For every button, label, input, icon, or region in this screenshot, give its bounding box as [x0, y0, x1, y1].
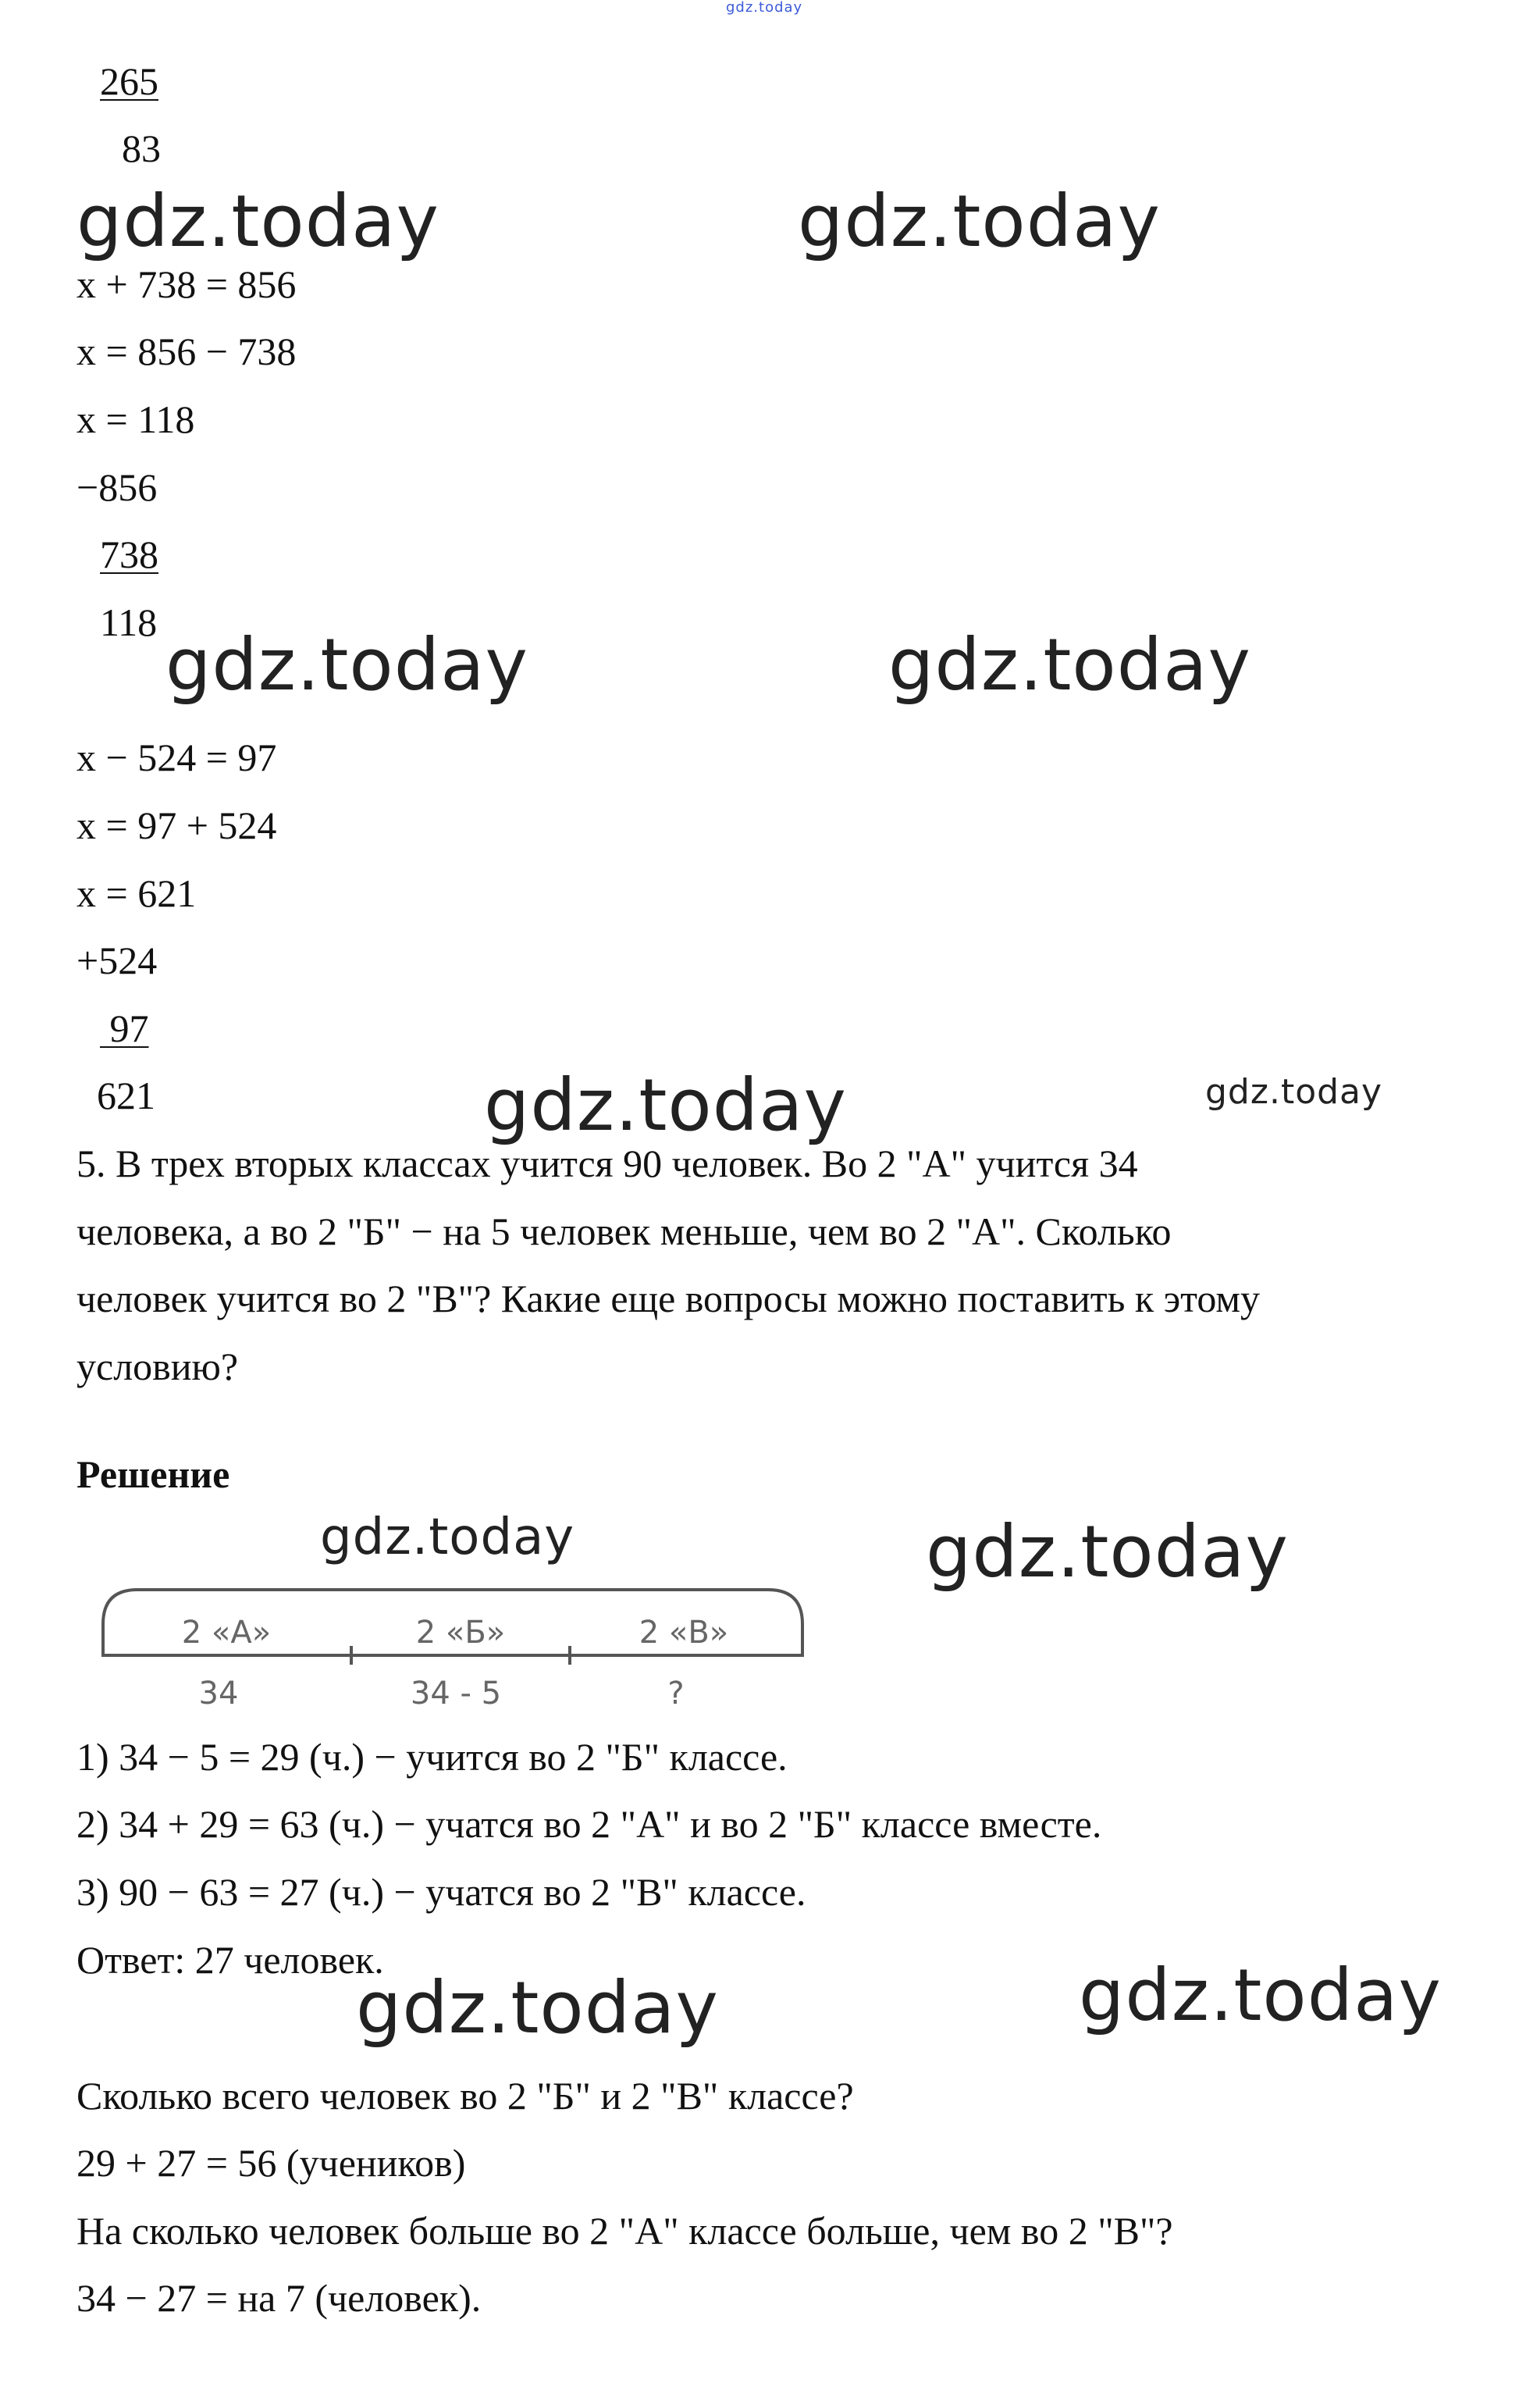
diagram-label-2v: 2 «В»: [639, 1615, 729, 1651]
calc1-bottom-operand: 265: [100, 59, 158, 103]
extra-answer-1: 29 + 27 = 56 (учеников): [76, 2141, 466, 2185]
eq2-column-top: +524: [76, 939, 158, 982]
eq1-line1: x + 738 = 856: [76, 262, 297, 306]
task5-line1: 5. В трех вторых классах учится 90 человек. Во 2 "А" учится 34: [76, 1142, 1138, 1185]
watermark: gdz.today: [926, 1510, 1289, 1594]
segment-diagram-svg: [94, 1562, 812, 1718]
task5-line4: условию?: [76, 1345, 239, 1388]
watermark: gdz.today: [320, 1509, 575, 1566]
eq1-line3: x = 118: [76, 397, 195, 441]
task5-line3: человек учится во 2 "В"? Какие еще вопросы можно поставить к этому: [76, 1277, 1261, 1320]
eq2-column-bottom-value: 97: [109, 1006, 149, 1050]
task5-line2: человека, а во 2 "Б" − на 5 человек меньше, чем во 2 "А". Сколько: [76, 1209, 1172, 1253]
segment-diagram: [94, 1562, 812, 1718]
eq2-line2: x = 97 + 524: [76, 803, 277, 847]
eq1-column-result: 118: [100, 600, 158, 644]
watermark: gdz.today: [165, 623, 528, 707]
extra-answer-2: 34 − 27 = на 7 (человек).: [76, 2276, 482, 2320]
solution-step-1: 1) 34 − 5 = 29 (ч.) − учится во 2 "Б" классе.: [76, 1735, 788, 1779]
solution-answer: Ответ: 27 человек.: [76, 1938, 384, 1982]
eq2-column-bottom: [100, 1005, 149, 1052]
eq1-column-top: −856: [76, 465, 158, 509]
watermark: gdz.today: [76, 180, 439, 263]
diagram-label-2a: 2 «А»: [181, 1615, 272, 1651]
watermark: gdz.today: [484, 1063, 847, 1147]
diagram-value-2v: ?: [667, 1676, 685, 1712]
diagram-value-2a: 34: [198, 1676, 239, 1712]
solution-step-3: 3) 90 − 63 = 27 (ч.) − учатся во 2 "В" классе.: [76, 1870, 806, 1914]
diagram-label-2b: 2 «Б»: [415, 1615, 506, 1651]
eq1-line2: x = 856 − 738: [76, 329, 297, 373]
watermark: gdz.today: [888, 623, 1251, 707]
solution-heading: Решение: [76, 1452, 230, 1496]
solution-step-2: 2) 34 + 29 = 63 (ч.) − учатся во 2 "А" и во 2 "Б" классе вместе.: [76, 1802, 1102, 1846]
extra-question-2: На сколько человек больше во 2 "А" классе больше, чем во 2 "В"?: [76, 2209, 1173, 2253]
watermark: gdz.today: [1079, 1954, 1442, 2037]
calc1-result: 83: [122, 126, 161, 170]
eq1-column-bottom: 738: [100, 533, 158, 576]
watermark: gdz.today: [798, 180, 1161, 263]
extra-question-1: Сколько всего человек во 2 "Б" и 2 "В" классе?: [76, 2074, 854, 2118]
watermark-tiny: gdz.today: [726, 0, 803, 16]
eq2-column-result: 621: [97, 1074, 155, 1117]
watermark: gdz.today: [356, 1966, 719, 2050]
eq2-line3: x = 621: [76, 871, 197, 915]
watermark: gdz.today: [1205, 1072, 1383, 1112]
eq2-line1: x − 524 = 97: [76, 736, 277, 779]
diagram-value-2b: 34 - 5: [410, 1676, 502, 1712]
